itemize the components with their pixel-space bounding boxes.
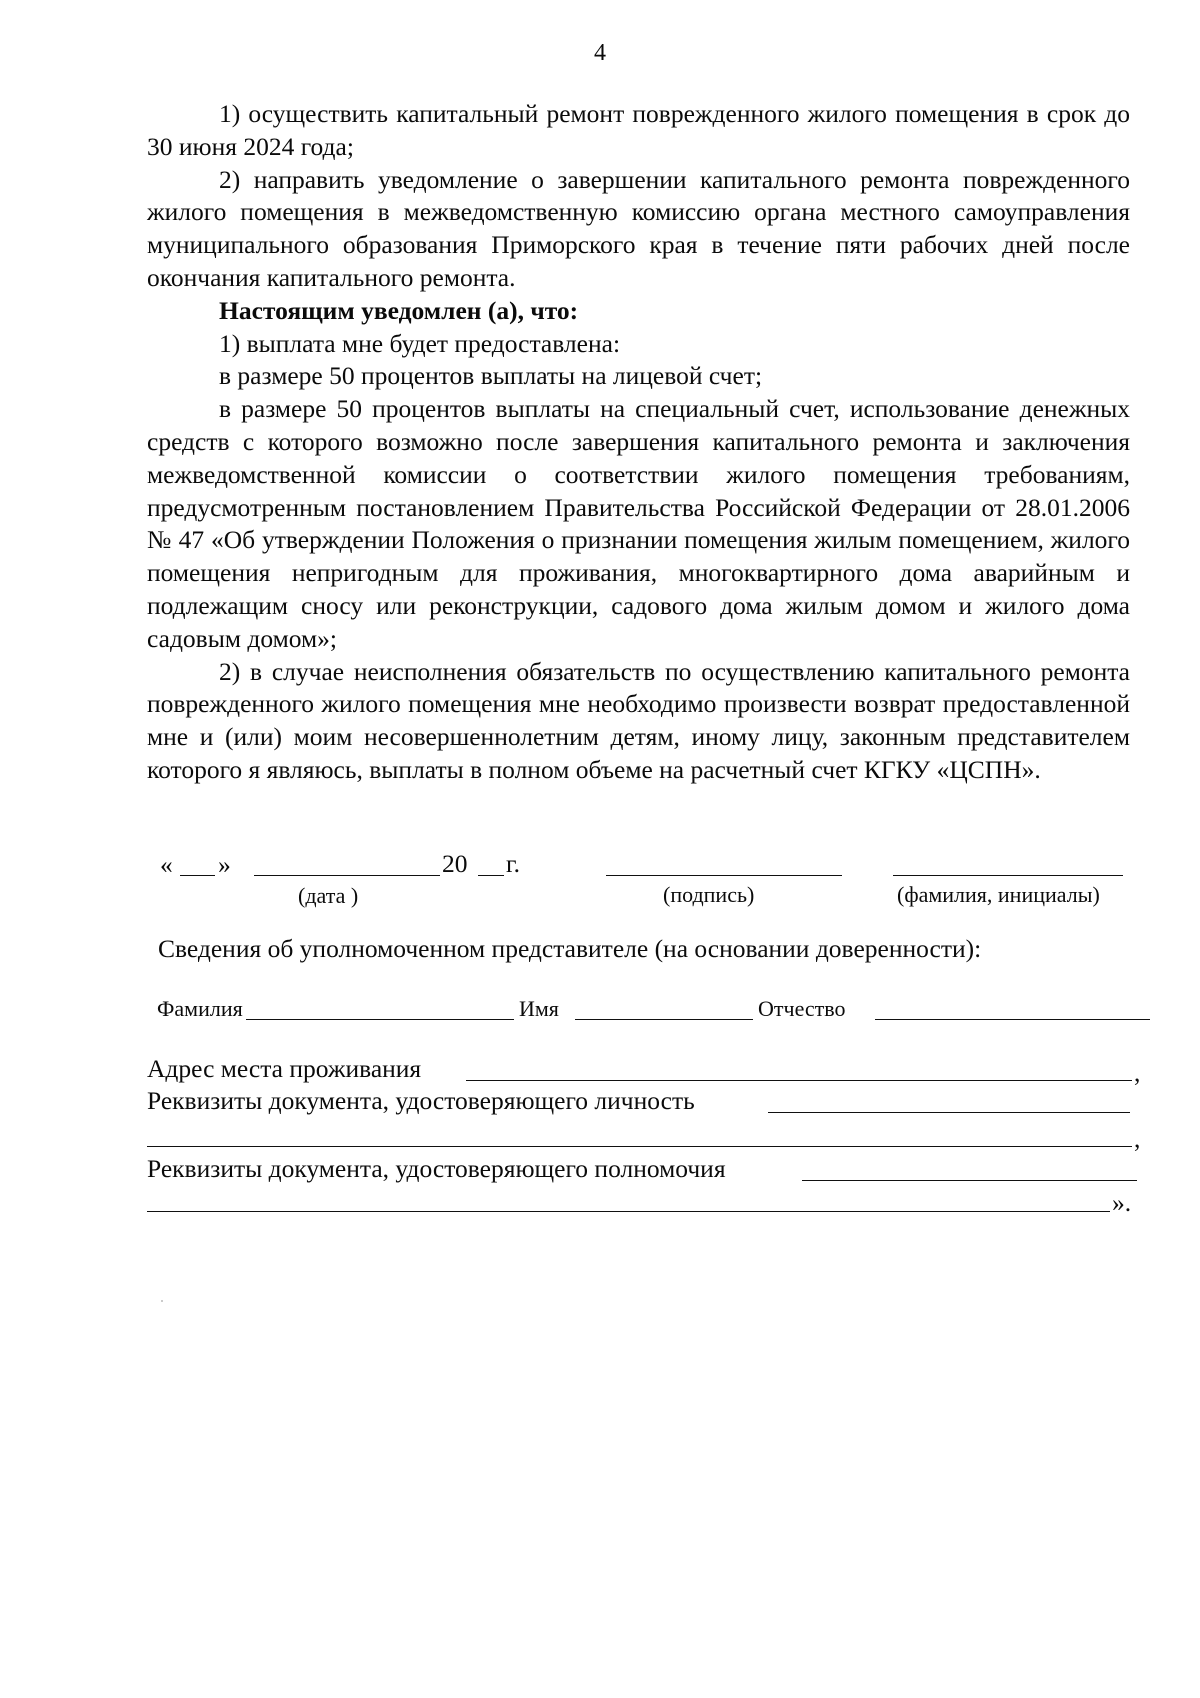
- paragraph-personal-account: в размере 50 процентов выплаты на лицевой счет;: [219, 361, 763, 391]
- signature-caption: (подпись): [663, 882, 755, 907]
- paragraph-repair-deadline: 1) осуществить капитальный ремонт поврежденного жилого помещения в срок до 30 июня 2024 года;: [147, 99, 1130, 161]
- paragraph-payment-provided: 1) выплата мне будет предоставлена:: [219, 328, 621, 358]
- closing-quote: ».: [1112, 1188, 1132, 1217]
- scan-speck: [161, 1300, 163, 1302]
- name-caption: (фамилия, инициалы): [897, 882, 1100, 907]
- paragraph-refund: 2) в случае неисполнения обязательств по осуществлению капитального ремонта поврежденного жилого помещения мне необходимо произвести возврат предоставленной мне и (или) моим несовершеннолетним детям, иному лицу, законным представителем которого я являюсь, выплаты в полном объеме на расчетный счет КГКУ «ЦСПН».: [147, 656, 1130, 784]
- authority-document-label: Реквизиты документа, удостоверяющего полномочия: [147, 1154, 726, 1183]
- paragraph-special-account: в размере 50 процентов выплаты на специальный счет, использование денежных средств с которого возможно после завершения капитального ремонта и заключения межведомственной комиссии о соответствии жилого помещения требованиям, предусмотренным постановлением Правительства Российской Федерации от 28.01.2006 № 47 «Об утверждении Положения о признании помещения жилым помещением, жилого помещения непригодным для проживания, многоквартирного дома аварийным и подлежащим сносу или реконструкции, садового дома жилым домом и жилого дома садовым домом»;: [147, 394, 1130, 653]
- address-comma: ,: [1134, 1058, 1141, 1087]
- id-document-comma: ,: [1134, 1124, 1141, 1153]
- quote-open: «: [160, 850, 173, 879]
- page-number: 4: [594, 40, 606, 66]
- year-prefix: 20: [442, 849, 468, 878]
- surname-label: Фамилия: [157, 996, 243, 1021]
- id-document-field[interactable]: [768, 1112, 1130, 1113]
- authority-document-field[interactable]: [802, 1180, 1137, 1181]
- month-field[interactable]: [254, 875, 440, 876]
- patronymic-label: Отчество: [758, 996, 846, 1021]
- full-name-field[interactable]: [893, 875, 1123, 876]
- day-field[interactable]: [180, 875, 215, 876]
- year-field[interactable]: [478, 875, 504, 876]
- id-document-field-continued[interactable]: [147, 1146, 1132, 1147]
- document-body: [147, 98, 1130, 787]
- address-label: Адрес места проживания: [147, 1054, 422, 1083]
- authority-document-field-continued[interactable]: [147, 1211, 1110, 1212]
- address-field[interactable]: [466, 1080, 1132, 1081]
- surname-field[interactable]: [246, 1019, 514, 1020]
- name-field[interactable]: [575, 1019, 753, 1020]
- year-suffix: г.: [506, 849, 520, 878]
- representative-heading: Сведения об уполномоченном представителе (на основании доверенности):: [158, 934, 982, 963]
- paragraph-notification: 2) направить уведомление о завершении капитального ремонта поврежденного жилого помещения в межведомственную комиссию органа местного самоуправления муниципального образования Приморского края в течение пяти рабочих дней после окончания капитального ремонта.: [147, 164, 1130, 292]
- quote-close: »: [218, 850, 231, 879]
- signature-field[interactable]: [606, 875, 842, 876]
- name-label: Имя: [519, 996, 559, 1021]
- paragraph-notified-heading: Настоящим уведомлен (а), что:: [219, 295, 579, 325]
- patronymic-field[interactable]: [875, 1019, 1150, 1020]
- id-document-label: Реквизиты документа, удостоверяющего личность: [147, 1086, 695, 1115]
- date-caption: (дата ): [298, 883, 359, 908]
